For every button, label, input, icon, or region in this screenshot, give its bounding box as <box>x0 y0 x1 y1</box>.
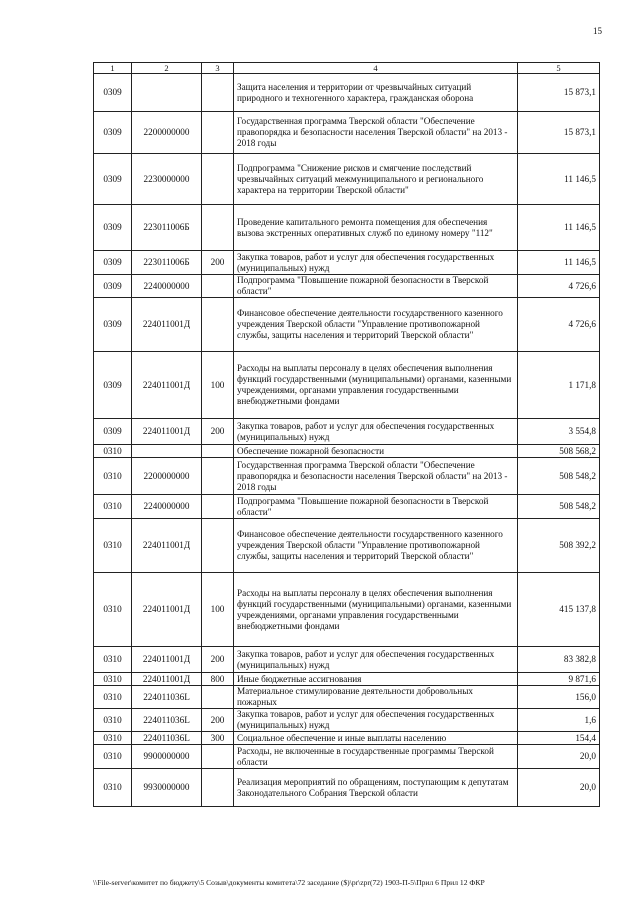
table-row <box>94 709 600 732</box>
table-row <box>94 769 600 807</box>
type-cell <box>202 205 234 251</box>
table-row <box>94 419 600 445</box>
code-cell: 224011001Д <box>132 647 202 673</box>
amount-cell: 508 548,2 <box>518 495 600 519</box>
amount-cell: 4 726,6 <box>518 275 600 298</box>
name-cell: Иные бюджетные ассигнования <box>234 673 518 686</box>
table-header-row <box>94 63 600 74</box>
table-row <box>94 154 600 205</box>
code-cell: 9900000000 <box>132 745 202 769</box>
section-cell: 0310 <box>94 673 132 686</box>
amount-cell: 156,0 <box>518 686 600 709</box>
amount-cell: 508 568,2 <box>518 445 600 458</box>
amount-cell: 508 392,2 <box>518 519 600 573</box>
type-cell: 200 <box>202 647 234 673</box>
table-row <box>94 519 600 573</box>
section-cell: 0309 <box>94 275 132 298</box>
code-cell: 224011036L <box>132 686 202 709</box>
type-cell: 200 <box>202 419 234 445</box>
code-cell: 223011006Б <box>132 251 202 275</box>
table-row <box>94 647 600 673</box>
type-cell <box>202 154 234 205</box>
table-row <box>94 275 600 298</box>
amount-cell: 154,4 <box>518 732 600 745</box>
page-number: 15 <box>593 26 602 36</box>
name-cell: Проведение капитального ремонта помещения для обеспечения вызова экстренных оперативных служб по единому номеру "112" <box>234 205 518 251</box>
name-cell: Закупка товаров, работ и услуг для обеспечения государственных (муниципальных) нужд <box>234 419 518 445</box>
name-cell: Обеспечение пожарной безопасности <box>234 445 518 458</box>
type-cell: 200 <box>202 251 234 275</box>
header-col-1: 1 <box>94 63 132 74</box>
section-cell: 0309 <box>94 298 132 352</box>
code-cell: 224011036L <box>132 732 202 745</box>
amount-cell: 9 871,6 <box>518 673 600 686</box>
name-cell: Закупка товаров, работ и услуг для обеспечения государственных (муниципальных) нужд <box>234 709 518 732</box>
name-cell: Расходы на выплаты персоналу в целях обеспечения выполнения функций государственными (муниципальными) органами, казенными учреждениями, органами управления государственными внебюджетными фондами <box>234 352 518 419</box>
name-cell: Подпрограмма "Снижение рисков и смягчение последствий чрезвычайных ситуаций межмуниципального и регионального характера на территории Тверской области" <box>234 154 518 205</box>
name-cell: Реализация мероприятий по обращениям, поступающим к депутатам Законодательного Собрания Тверской области <box>234 769 518 807</box>
amount-cell: 20,0 <box>518 745 600 769</box>
footer-path: \\File-server\комитет по бюджету\5 Созыв\документы комитета\72 заседание ($)\pr\zpr(72) 1903-П-5\Прил 6 Прил 12 ФКР <box>93 878 485 887</box>
type-cell: 300 <box>202 732 234 745</box>
amount-cell: 415 137,8 <box>518 573 600 647</box>
table-row <box>94 745 600 769</box>
table-row <box>94 673 600 686</box>
section-cell: 0310 <box>94 686 132 709</box>
table-row <box>94 352 600 419</box>
amount-cell: 20,0 <box>518 769 600 807</box>
header-col-2: 2 <box>132 63 202 74</box>
name-cell: Расходы, не включенные в государственные программы Тверской области <box>234 745 518 769</box>
type-cell <box>202 298 234 352</box>
table-row <box>94 732 600 745</box>
section-cell: 0310 <box>94 519 132 573</box>
type-cell <box>202 519 234 573</box>
table-row <box>94 112 600 154</box>
section-cell: 0310 <box>94 745 132 769</box>
code-cell <box>132 445 202 458</box>
table-row <box>94 573 600 647</box>
section-cell: 0309 <box>94 154 132 205</box>
type-cell <box>202 112 234 154</box>
table-row <box>94 298 600 352</box>
type-cell <box>202 745 234 769</box>
type-cell <box>202 769 234 807</box>
type-cell <box>202 458 234 495</box>
amount-cell: 15 873,1 <box>518 74 600 112</box>
code-cell: 2200000000 <box>132 112 202 154</box>
amount-cell: 11 146,5 <box>518 251 600 275</box>
section-cell: 0309 <box>94 112 132 154</box>
amount-cell: 83 382,8 <box>518 647 600 673</box>
type-cell: 100 <box>202 352 234 419</box>
header-col-5: 5 <box>518 63 600 74</box>
code-cell: 224011001Д <box>132 352 202 419</box>
amount-cell: 1 171,8 <box>518 352 600 419</box>
name-cell: Подпрограмма "Повышение пожарной безопасности в Тверской области" <box>234 495 518 519</box>
section-cell: 0310 <box>94 709 132 732</box>
table-row <box>94 458 600 495</box>
section-cell: 0309 <box>94 205 132 251</box>
amount-cell: 15 873,1 <box>518 112 600 154</box>
name-cell: Закупка товаров, работ и услуг для обеспечения государственных (муниципальных) нужд <box>234 251 518 275</box>
name-cell: Расходы на выплаты персоналу в целях обеспечения выполнения функций государственными (муниципальными) органами, казенными учреждениями, органами управления государственными внебюджетными фондами <box>234 573 518 647</box>
code-cell: 223011006Б <box>132 205 202 251</box>
type-cell <box>202 686 234 709</box>
table-row <box>94 251 600 275</box>
type-cell <box>202 445 234 458</box>
section-cell: 0310 <box>94 495 132 519</box>
name-cell: Финансовое обеспечение деятельности государственного казенного учреждения Тверской области "Управление противопожарной службы, защиты населения и территорий Тверской области" <box>234 519 518 573</box>
amount-cell: 4 726,6 <box>518 298 600 352</box>
code-cell <box>132 74 202 112</box>
section-cell: 0309 <box>94 74 132 112</box>
code-cell: 2240000000 <box>132 275 202 298</box>
type-cell: 100 <box>202 573 234 647</box>
name-cell: Государственная программа Тверской области "Обеспечение правопорядка и безопасности населения Тверской области" на 2013 - 2018 годы <box>234 112 518 154</box>
table-row <box>94 445 600 458</box>
code-cell: 224011001Д <box>132 673 202 686</box>
name-cell: Социальное обеспечение и иные выплаты населению <box>234 732 518 745</box>
section-cell: 0310 <box>94 647 132 673</box>
name-cell: Закупка товаров, работ и услуг для обеспечения государственных (муниципальных) нужд <box>234 647 518 673</box>
type-cell <box>202 74 234 112</box>
budget-table <box>93 62 600 807</box>
code-cell: 224011001Д <box>132 419 202 445</box>
section-cell: 0310 <box>94 769 132 807</box>
amount-cell: 11 146,5 <box>518 154 600 205</box>
name-cell: Финансовое обеспечение деятельности государственного казенного учреждения Тверской области "Управление противопожарной службы, защиты населения и территорий Тверской области" <box>234 298 518 352</box>
table-row <box>94 205 600 251</box>
code-cell: 224011001Д <box>132 519 202 573</box>
amount-cell: 508 548,2 <box>518 458 600 495</box>
type-cell <box>202 275 234 298</box>
table-row <box>94 74 600 112</box>
section-cell: 0309 <box>94 419 132 445</box>
table-row <box>94 686 600 709</box>
section-cell: 0310 <box>94 458 132 495</box>
code-cell: 224011001Д <box>132 573 202 647</box>
code-cell: 224011001Д <box>132 298 202 352</box>
name-cell: Материальное стимулирование деятельности добровольных пожарных <box>234 686 518 709</box>
section-cell: 0309 <box>94 251 132 275</box>
section-cell: 0310 <box>94 573 132 647</box>
table-body <box>94 74 600 807</box>
code-cell: 2230000000 <box>132 154 202 205</box>
table-row <box>94 495 600 519</box>
type-cell <box>202 495 234 519</box>
code-cell: 2200000000 <box>132 458 202 495</box>
header-col-3: 3 <box>202 63 234 74</box>
code-cell: 224011036L <box>132 709 202 732</box>
type-cell: 200 <box>202 709 234 732</box>
code-cell: 2240000000 <box>132 495 202 519</box>
header-col-4: 4 <box>234 63 518 74</box>
type-cell: 800 <box>202 673 234 686</box>
amount-cell: 1,6 <box>518 709 600 732</box>
section-cell: 0310 <box>94 445 132 458</box>
name-cell: Защита населения и территории от чрезвычайных ситуаций природного и техногенного характера, гражданская оборона <box>234 74 518 112</box>
section-cell: 0309 <box>94 352 132 419</box>
section-cell: 0310 <box>94 732 132 745</box>
name-cell: Подпрограмма "Повышение пожарной безопасности в Тверской области" <box>234 275 518 298</box>
amount-cell: 3 554,8 <box>518 419 600 445</box>
name-cell: Государственная программа Тверской области "Обеспечение правопорядка и безопасности населения Тверской области" на 2013 - 2018 годы <box>234 458 518 495</box>
code-cell: 9930000000 <box>132 769 202 807</box>
amount-cell: 11 146,5 <box>518 205 600 251</box>
